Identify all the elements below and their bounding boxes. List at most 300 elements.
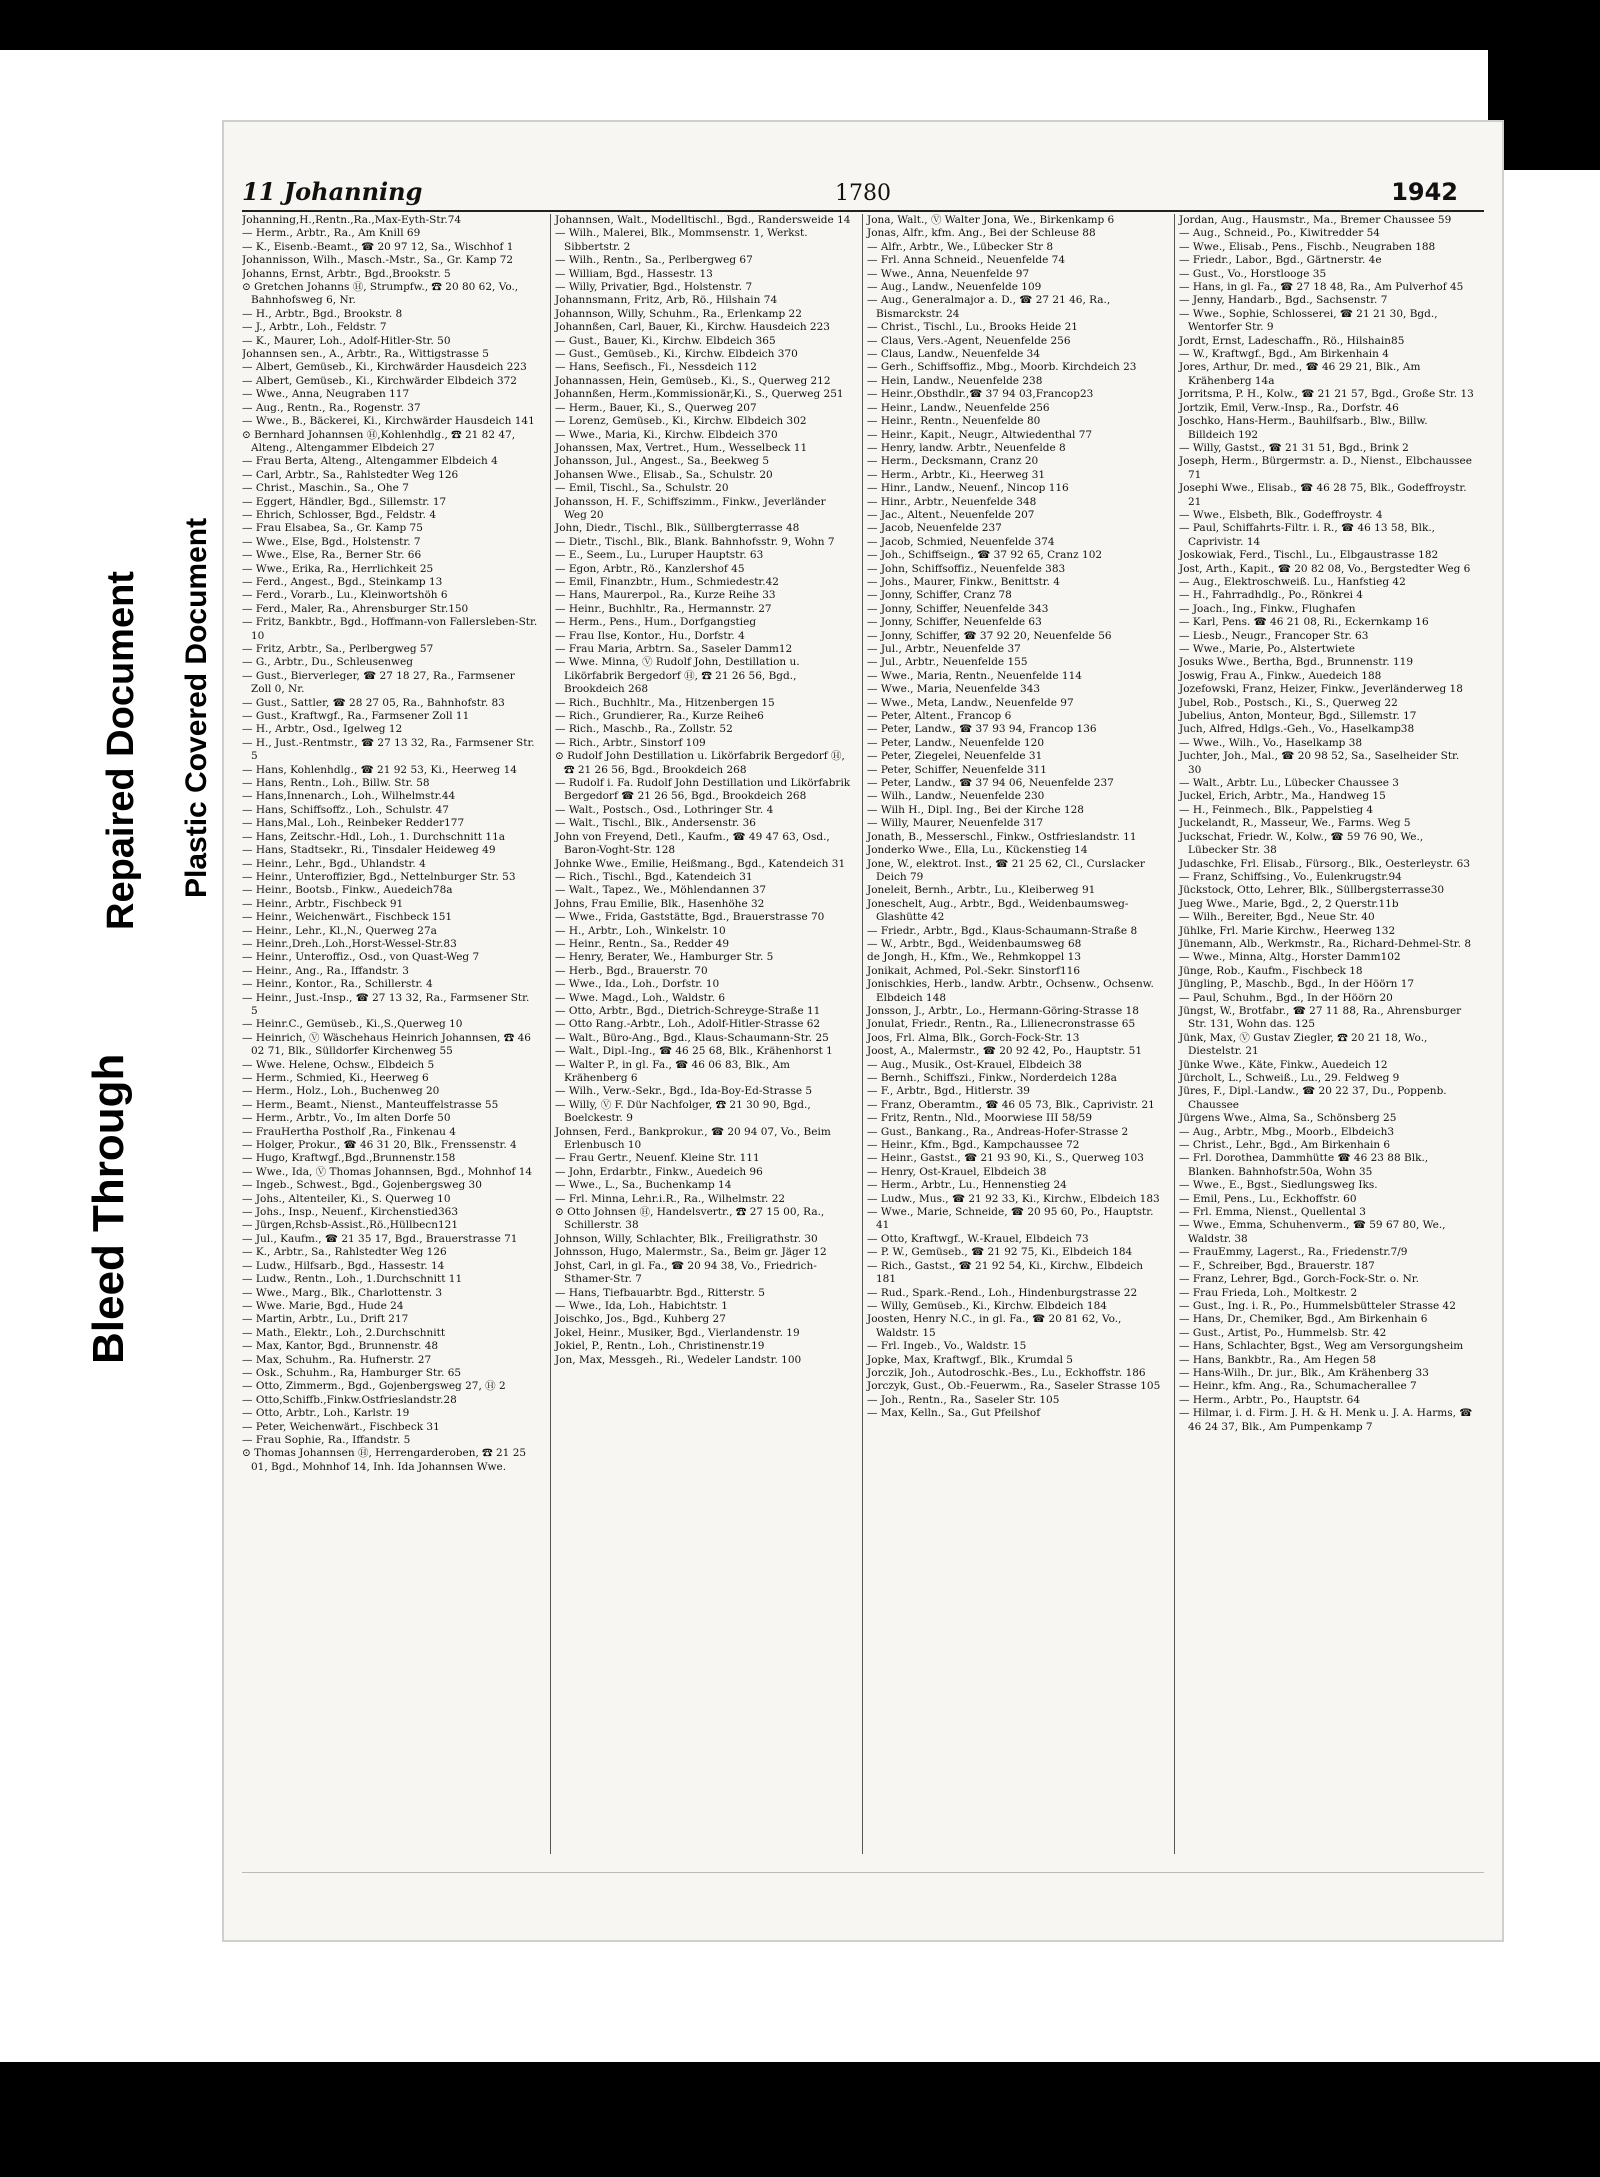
directory-entry: — Peter, Ziegelei, Neuenfelde 31 [867,750,1043,763]
directory-entry: — Hinr., Arbtr., Neuenfelde 348 [867,495,1037,508]
directory-entry: — Max, Schuhm., Ra. Hufnerstr. 27 [242,1353,432,1366]
directory-entry: — Hans, Maurerpol., Ra., Kurze Reihe 33 [555,589,776,602]
directory-entry: — Heinr., Arbtr., Fischbeck 91 [242,897,404,910]
directory-entry: — Herm., Arbtr., Vo., Im alten Dorfe 50 [242,1112,451,1125]
directory-entry: Jonischkies, Herb., landw. Arbtr., Ochsenw., Ochsenw. Elbdeich 148 [867,978,1154,1004]
directory-entry: — H., Arbtr., Loh., Winkelstr. 10 [555,924,726,937]
directory-entry: Jüres, F., Dipl.-Landw., ☎ 20 22 37, Du., Poppenb. Chaussee [1179,1085,1447,1111]
directory-entry: — Math., Elektr., Loh., 2.Durchschnitt [242,1326,446,1339]
directory-entry: — Hans, Rentn., Loh., Billw. Str. 58 [242,777,430,790]
directory-entry: — Peter, Schiffer, Neuenfelde 311 [867,763,1047,776]
directory-entry: — Eggert, Händler, Bgd., Sillemstr. 17 [242,495,447,508]
directory-entry: — Jürgen,Rchsb-Assist.,Rö.,Hüllbecn121 [242,1219,459,1232]
directory-entry: Jueg Wwe., Marie, Bgd., 2, 2 Querstr.11b [1179,897,1399,910]
directory-entry: — Heinr., Landw., Neuenfelde 256 [867,401,1050,414]
directory-entry: — Walt., Postsch., Osd., Lothringer Str. 4 [555,803,774,816]
directory-entry: — Herm., Decksmann, Cranz 20 [867,455,1039,468]
directory-entry: Joschko, Hans-Herm., Bauhilfsarb., Blw., Billw. Billdeich 192 [1179,415,1428,441]
directory-entry: — Wwe., Emma, Schuhenverm., ☎ 59 67 80, We., Waldstr. 38 [1179,1219,1446,1245]
directory-entry: Jünemann, Alb., Werkmstr., Ra., Richard-Dehmel-Str. 8 [1179,937,1471,950]
directory-entry: Johanns, Ernst, Arbtr., Bgd.,Brookstr. 5 [242,267,451,280]
directory-entry: — Wwe., Frida, Gaststätte, Bgd., Brauerstrasse 70 [555,911,825,924]
directory-entry: Johannsen sen., A., Arbtr., Ra., Wittigstrasse 5 [242,348,489,361]
directory-entry: — Wwe., Minna, Altg., Horster Damm102 [1179,951,1401,964]
directory-entry: — Peter, Altent., Francop 6 [867,710,1012,723]
directory-entry: Juckschat, Friedr. W., Kolw., ☎ 59 76 90, We., Lübecker Str. 38 [1179,830,1424,857]
directory-entry: — Christ., Maschin., Sa., Ohe 7 [242,482,409,495]
directory-entry: — Wwe., Marie, Po., Alstertwiete [1179,643,1355,655]
directory-entry: — Frl. Dorothea, Dammhütte ☎ 46 23 88 Blk., Blanken. Bahnhofstr.50a, Wohn 35 [1179,1152,1429,1178]
directory-entry: — Frl. Minna, Lehr.i.R., Ra., Wilhelmstr. 22 [555,1192,786,1205]
directory-entry: — Walt., Arbtr. Lu., Lübecker Chaussee 3 [1179,777,1399,790]
scan-border-right [1488,40,1600,170]
directory-entry: de Jongh, H., Kfm., We., Rehmkoppel 13 [867,951,1081,964]
directory-entry: — Jonny, Schiffer, Neuenfelde 63 [867,616,1042,629]
directory-entry: Jonulat, Friedr., Rentn., Ra., Lilienecronstrasse 65 [867,1018,1136,1031]
directory-entry: — K., Maurer, Loh., Adolf-Hitler-Str. 50 [242,334,451,347]
directory-entry: — H., Just.-Rentmstr., ☎ 27 13 32, Ra., Farmsener Str. 5 [242,736,535,763]
column-1 [242,214,538,1854]
directory-page [222,120,1504,1942]
directory-entry: — Heinr.C., Gemüseb., Ki.,S.,Querweg 10 [242,1018,463,1031]
directory-entry: — FrauEmmy, Lagerst., Ra., Friedenstr.7/9 [1179,1246,1408,1259]
directory-entry: — Johs., Maurer, Finkw., Benittstr. 4 [867,575,1060,588]
directory-entry: — Heinr., Rentn., Neuenfelde 80 [867,415,1041,428]
directory-entry: Johannson, Willy, Schuhm., Ra., Erlenkamp 22 [555,307,802,320]
directory-entry: Jünge, Rob., Kaufm., Fischbeck 18 [1179,964,1363,977]
directory-entry: — Wwe., Elsbeth, Blk., Godeffroystr. 4 [1179,508,1383,521]
directory-entry: — Herm., Holz., Loh., Buchenweg 20 [242,1085,440,1098]
directory-entry: — Gust., Sattler, ☎ 28 27 05, Ra., Bahnhofstr. 83 [242,696,505,709]
directory-entry: — Rudolf i. Fa. Rudolf John Destillation und Likörfabrik Bergedorf ☎ 21 26 56, Bgd., Brookdeich 268 [555,777,851,803]
directory-entry: Juckelandt, R., Masseur, We., Farms. Weg 5 [1179,817,1411,830]
directory-entry: — Peter, Landw., Neuenfelde 120 [867,736,1045,749]
directory-entry: ⊙ Bernhard Johannsen Ⓗ,Kohlenhdlg., ☎ 21 82 47, Alteng., Altengammer Elbdeich 27 [242,428,516,454]
directory-entry: — Wwe., Wilh., Vo., Haselkamp 38 [1179,736,1363,749]
directory-entry: — F., Schreiber, Bgd., Brauerstr. 187 [1179,1259,1375,1272]
directory-entry: — H., Arbtr., Bgd., Brookstr. 8 [242,307,403,320]
directory-entry: — Hans,Innenarch., Loh., Wilhelmstr.44 [242,790,456,803]
directory-entry: — Aug., Schneid., Po., Kiwitredder 54 [1179,227,1380,240]
directory-entry: — Heinr.,Obsthdlr.,☎ 37 94 03,Francop23 [867,388,1094,401]
directory-entry: — Hans-Wilh., Dr. jur., Blk., Am Krähenberg 33 [1179,1366,1429,1379]
directory-entry: Juckel, Erich, Arbtr., Ma., Handweg 15 [1179,790,1386,803]
directory-entry: — Wwe., Anna, Neuenfelde 97 [867,267,1030,280]
directory-entry: — Wwe., Marie, Schneide, ☎ 20 95 60, Po., Hauptstr. 41 [867,1206,1154,1232]
directory-entry: — Ehrich, Schlosser, Bgd., Feldstr. 4 [242,508,437,521]
directory-entry: — Heinr.,Dreh.,Loh.,Horst-Wessel-Str.83 [242,937,457,950]
directory-entry: — Frau Maria, Arbtrn. Sa., Saseler Damm12 [555,643,793,655]
directory-entry: — Hans, Seefisch., Fi., Nessdeich 112 [555,361,757,374]
directory-entry: — Wwe., Ida., Loh., Dorfstr. 10 [555,978,720,991]
directory-entry: — Albert, Gemüseb., Ki., Kirchwärder Elbdeich 372 [242,374,517,387]
directory-entry: Johannsmann, Fritz, Arb, Rö., Hilshain 74 [555,294,778,307]
directory-entry: Joos, Frl. Alma, Blk., Gorch-Fock-Str. 13 [867,1031,1080,1044]
directory-entry: — Emil, Pens., Lu., Eckhoffstr. 60 [1179,1192,1357,1205]
directory-entry: Joseph, Herm., Bürgermstr. a. D., Nienst., Elbchaussee 71 [1179,455,1472,481]
directory-entry: — Gust., Bierverleger, ☎ 27 18 27, Ra., Farmsener Zoll 0, Nr. [242,669,515,696]
directory-entry: — Frl. Anna Schneid., Neuenfelde 74 [867,254,1066,267]
directory-entry: — Wilh H., Dipl. Ing., Bei der Kirche 128 [867,803,1084,816]
directory-entry: — Otto Rang.-Arbtr., Loh., Adolf-Hitler-Strasse 62 [555,1018,821,1031]
directory-entry: — Heinr., Ang., Ra., Iffandstr. 3 [242,964,409,977]
directory-entry: — Willy, Privatier, Bgd., Holstenstr. 7 [555,281,753,294]
directory-entry: — Joh., Rentn., Ra., Saseler Str. 105 [867,1393,1060,1406]
directory-entry: — Ludw., Hilfsarb., Bgd., Hassestr. 14 [242,1259,445,1272]
directory-entry: Jünk, Max, Ⓥ Gustav Ziegler, ☎ 20 21 18, Wo., Diestelstr. 21 [1179,1031,1428,1058]
directory-entry: — Frau Sophie, Ra., Iffandstr. 5 [242,1433,411,1446]
directory-entry: — Hans, Stadtsekr., Ri., Tinsdaler Heideweg 49 [242,844,496,857]
directory-entry: — Jonny, Schiffer, Cranz 78 [867,589,1012,602]
directory-entry: — Frau Frieda, Loh., Moltkestr. 2 [1179,1286,1358,1299]
directory-entry: Johanning,H.,Rentn.,Ra.,Max-Eyth-Str.74 [242,214,462,226]
directory-entry: — Friedr., Labor., Bgd., Gärtnerstr. 4e [1179,254,1382,267]
directory-entry: — Frau Ilse, Kontor., Hu., Dorfstr. 4 [555,629,745,642]
directory-entry: Jordt, Ernst, Ladeschaffn., Rö., Hilshain85 [1179,334,1405,347]
directory-entry: Johannßen, Carl, Bauer, Ki., Kirchw. Hausdeich 223 [555,321,830,334]
directory-entry: — Wwe., Anna, Neugraben 117 [242,388,410,401]
directory-entry: — Herm., Arbtr., Ki., Heerweg 31 [867,468,1046,481]
directory-entry: — Emil, Tischl., Sa., Schulstr. 20 [555,482,729,495]
directory-entry: Johanssen, Max, Vertret., Hum., Wesselbeck 11 [555,441,808,454]
directory-entry: — K., Arbtr., Sa., Rahlstedter Weg 126 [242,1246,447,1259]
directory-entry: — Lorenz, Gemüseb., Ki., Kirchw. Elbdeich 302 [555,415,807,428]
column-3 [862,214,1163,1854]
directory-entry: — Christ., Lehr., Bgd., Am Birkenhain 6 [1179,1139,1391,1152]
directory-entry: Jürgens Wwe., Alma, Sa., Schönsberg 25 [1179,1112,1397,1125]
directory-entry: — Joh., Schiffseign., ☎ 37 92 65, Cranz 102 [867,549,1103,562]
directory-entry: — Hans, Schiffsoffz., Loh., Schulstr. 47 [242,803,449,816]
directory-entry: Johnsen, Ferd., Bankprokur., ☎ 20 94 07, Vo., Beim Erlenbusch 10 [555,1125,831,1152]
directory-entry: Jubelius, Anton, Monteur, Bgd., Sillemstr. 17 [1179,710,1417,723]
plastic-covered-label: Plastic Covered Document [180,517,213,898]
directory-entry: — Jacob, Neuenfelde 237 [867,522,1002,535]
directory-entry: — John, Erdarbtr., Finkw., Auedeich 96 [555,1165,763,1178]
directory-entry: ⊙ Gretchen Johanns Ⓗ, Strumpfw., ☎ 20 80 62, Vo., Bahnhofsweg 6, Nr. [242,281,519,307]
directory-entry: — Hans, Bankbtr., Ra., Am Hegen 58 [1179,1353,1377,1366]
directory-entry: Jonsson, J., Arbtr., Lo., Hermann-Göring-Strasse 18 [867,1004,1139,1017]
directory-entry: — Wilh., Landw., Neuenfelde 230 [867,790,1045,803]
directory-entry: — Walter P., in gl. Fa., ☎ 46 06 83, Blk., Am Krähenberg 6 [555,1058,790,1084]
directory-entry: — Willy, Gemüseb., Ki., Kirchw. Elbdeich 184 [867,1299,1107,1312]
page-header [242,174,1484,208]
directory-entry: — Heinr., Kontor., Ra., Schillerstr. 4 [242,978,433,991]
header-rule [242,210,1484,212]
directory-entry: — Wwe., B., Bäckerei, Ki., Kirchwärder Hausdeich 141 [242,415,535,428]
directory-entry: — Jac., Altent., Neuenfelde 207 [867,508,1035,521]
directory-entry: — Frau Gertr., Neuenf. Kleine Str. 111 [555,1152,760,1165]
directory-entry: — Osk., Schuhm., Ra, Hamburger Str. 65 [242,1366,462,1379]
directory-entry: Jordan, Aug., Hausmstr., Ma., Bremer Chaussee 59 [1179,214,1452,226]
directory-entry: — Hans, Schlachter, Bgst., Weg am Versorgungsheim [1179,1340,1464,1353]
directory-entry: — Aug., Generalmajor a. D., ☎ 27 21 46, Ra., Bismarckstr. 24 [867,294,1111,320]
directory-entry: — Rich., Arbtr., Sinstorf 109 [555,736,706,749]
directory-entry: — F., Arbtr., Bgd., Hitlerstr. 39 [867,1085,1030,1098]
directory-entry: — Heinr., Buchhltr., Ra., Hermannstr. 27 [555,602,772,615]
scan-border-bottom [0,2062,1600,2177]
directory-entry: Jorczik, Joh., Autodroschk.-Bes., Lu., Eckhoffstr. 186 [867,1366,1146,1379]
directory-entry: — Aug., Landw., Neuenfelde 109 [867,281,1042,294]
directory-entry: Johansen Wwe., Elisab., Sa., Schulstr. 20 [555,468,773,481]
directory-entry: — Wwe. Magd., Loh., Waldstr. 6 [555,991,726,1004]
directory-entry: — Albert, Gemüseb., Ki., Kirchwärder Hausdeich 223 [242,361,527,374]
directory-entry: — Liesb., Neugr., Francoper Str. 63 [1179,629,1369,642]
directory-entry: — Aug., Elektroschweiß. Lu., Hanfstieg 42 [1179,575,1406,588]
directory-entry: — Heinr., Lehr., Bgd., Uhlandstr. 4 [242,857,426,870]
directory-entry: — Aug., Musik., Ost-Krauel, Elbdeich 38 [867,1058,1082,1071]
directory-entry: — Wwe. Helene, Ochsw., Elbdeich 5 [242,1058,435,1071]
directory-entry: — Hans, Kohlenhdlg., ☎ 21 92 53, Ki., Heerweg 14 [242,763,517,776]
directory-entry: — Rich., Tischl., Bgd., Katendeich 31 [555,870,753,883]
directory-entry: — Johs., Altenteiler, Ki., S. Querweg 10 [242,1192,451,1205]
directory-entry: — Aug., Rentn., Ra., Rogenstr. 37 [242,401,421,414]
directory-entry: — Wwe., Erika, Ra., Herrlichkeit 25 [242,562,434,575]
directory-entry: — Wwe. Minna, Ⓥ Rudolf John, Destillation u. Likörfabrik Bergedorf Ⓗ, ☎ 21 26 56, Bgd., Brookdeich 268 [555,656,800,696]
directory-entry: — Heinr., Unteroffiz., Osd., von Quast-Weg 7 [242,951,480,964]
scan-border-top [0,0,1600,50]
directory-entry: — Emil, Finanzbtr., Hum., Schmiedestr.42 [555,575,779,588]
directory-entry: — Holger, Prokur., ☎ 46 31 20, Blk., Frenssenstr. 4 [242,1139,517,1152]
directory-entry: — Henry, landw. Arbtr., Neuenfelde 8 [867,441,1066,454]
directory-entry: — Claus, Vers.-Agent, Neuenfelde 256 [867,334,1071,347]
directory-entry: Johst, Carl, in gl. Fa., ☎ 20 94 38, Vo., Friedrich-Sthamer-Str. 7 [555,1259,817,1286]
directory-entry: — Herm., Pens., Hum., Dorfgangstieg [555,616,757,629]
directory-entry: Jores, Arthur, Dr. med., ☎ 46 29 21, Blk., Am Krähenberg 14a [1179,361,1421,387]
directory-entry: — Jul., Kaufm., ☎ 21 35 17, Bgd., Brauerstrasse 71 [242,1232,518,1245]
directory-entry: Jubel, Rob., Postsch., Ki., S., Querweg 22 [1179,696,1398,709]
directory-entry: — Frau Berta, Alteng., Altengammer Elbdeich 4 [242,455,498,468]
directory-entry: — Christ., Tischl., Lu., Brooks Heide 21 [867,321,1078,334]
directory-entry: — Herm., Schmied, Ki., Heerweg 6 [242,1072,429,1084]
directory-entry: — Jenny, Handarb., Bgd., Sachsenstr. 7 [1179,294,1388,307]
directory-entry: Jonderko Wwe., Ella, Lu., Kückenstieg 14 [867,844,1088,857]
directory-entry: — Hilmar, i. d. Firm. J. H. & H. Menk u. J. A. Harms, ☎ 46 24 37, Blk., Am Pumpenkamp 7 [1179,1407,1473,1433]
directory-entry: — Gust., Bauer, Ki., Kirchw. Elbdeich 365 [555,334,776,347]
directory-entry: Jückstock, Otto, Lehrer, Blk., Süllbergsterrasse30 [1179,884,1445,897]
directory-entry: — Gust., Vo., Horstlooge 35 [1179,267,1327,280]
directory-entry: Josuks Wwe., Bertha, Bgd., Brunnenstr. 119 [1179,656,1414,669]
directory-entry: — Otto,Schiffb.,Finkw.Ostfrieslandstr.28 [242,1393,457,1406]
directory-entry: Jorritsma, P. H., Kolw., ☎ 21 21 57, Bgd., Große Str. 13 [1179,388,1474,401]
directory-entry: — Alfr., Arbtr., We., Lübecker Str 8 [867,240,1054,253]
directory-entry: — Claus, Landw., Neuenfelde 34 [867,348,1041,361]
directory-entry: — Frl. Emma, Nienst., Quellental 3 [1179,1206,1366,1219]
directory-entry: — Wwe., L., Sa., Buchenkamp 14 [555,1179,732,1192]
directory-entry: — Frau Elsabea, Sa., Gr. Kamp 75 [242,522,423,535]
directory-entry: Jone, W., elektrot. Inst., ☎ 21 25 62, Cl., Curslacker Deich 79 [867,857,1145,883]
directory-entry: — Ludw., Mus., ☎ 21 92 33, Ki., Kirchw., Elbdeich 183 [867,1192,1160,1205]
directory-entry: — Ludw., Rentn., Loh., 1.Durchschnitt 11 [242,1273,463,1286]
directory-entry: Joskowiak, Ferd., Tischl., Lu., Elbgaustrasse 182 [1179,549,1439,562]
directory-entry: — Herm., Arbtr., Po., Hauptstr. 64 [1179,1393,1361,1406]
directory-entry: — FrauHertha Postholf ,Ra., Finkenau 4 [242,1125,456,1138]
directory-entry: — Ferd., Angest., Bgd., Steinkamp 13 [242,575,443,588]
directory-entry: — Aug., Arbtr., Mbg., Moorb., Elbdeich3 [1179,1125,1395,1138]
directory-entry: — Fritz, Arbtr., Sa., Perlbergweg 57 [242,643,434,655]
page-footer [242,1872,1484,1912]
directory-entry: Jozefowski, Franz, Heizer, Finkw., Jeverländerweg 18 [1179,683,1463,696]
directory-entry: — Willy, Ⓥ F. Dür Nachfolger, ☎ 21 30 90, Bgd., Boelckestr. 9 [555,1098,811,1125]
directory-entry: — Jonny, Schiffer, ☎ 37 92 20, Neuenfelde 56 [867,629,1112,642]
directory-entry: — Otto, Kraftwgf., W.-Krauel, Elbdeich 73 [867,1232,1089,1245]
directory-entry: — G., Arbtr., Du., Schleusenweg [242,656,413,669]
directory-entry: — Herm., Beamt., Nienst., Manteuffelstrasse 55 [242,1098,499,1111]
directory-entry: ⊙ Thomas Johannsen Ⓗ, Herrengarderoben, ☎ 21 25 01, Bgd., Mohnhof 14, Inh. Ida Johannsen Wwe. [242,1447,527,1473]
directory-entry: — Gust., Kraftwgf., Ra., Farmsener Zoll 11 [242,710,470,723]
directory-entry: — W., Kraftwgf., Bgd., Am Birkenhain 4 [1179,348,1389,361]
directory-entry: — Gust., Gemüseb., Ki., Kirchw. Elbdeich 370 [555,348,798,361]
directory-entry: — Heinr., kfm. Ang., Ra., Schumacherallee 7 [1179,1380,1417,1393]
directory-entry: Jonath, B., Messerschl., Finkw., Ostfrieslandstr. 11 [867,830,1137,843]
directory-entry: — Heinr., Rentn., Sa., Redder 49 [555,937,730,950]
directory-entry: Jüngling, P., Maschb., Bgd., In der Höörn 17 [1179,978,1415,991]
directory-entry: — Herm., Arbtr., Ra., Am Knill 69 [242,227,421,240]
directory-entry: Jonikait, Achmed, Pol.-Sekr. Sinstorf116 [867,964,1081,977]
directory-entry: — Wwe., Meta, Landw., Neuenfelde 97 [867,696,1074,709]
directory-entry: — Peter, Landw., ☎ 37 94 06, Neuenfelde 237 [867,777,1114,790]
directory-entry: ⊙ Otto Johnsen Ⓗ, Handelsvertr., ☎ 27 15 00, Ra., Schillerstr. 38 [555,1206,825,1232]
directory-entry: — Otto, Arbtr., Bgd., Dietrich-Schreyge-Straße 11 [555,1004,821,1017]
directory-entry: — Wwe., Sophie, Schlosserei, ☎ 21 21 30, Bgd., Wentorfer Str. 9 [1179,307,1438,334]
directory-entry: Jost, Arth., Kapit., ☎ 20 82 08, Vo., Bergstedter Weg 6 [1179,562,1471,575]
directory-entry: — Franz, Lehrer, Bgd., Gorch-Fock-Str. o. Nr. [1179,1273,1419,1286]
directory-entry: — Wwe., E., Bgst., Siedlungsweg Iks. [1179,1179,1378,1192]
directory-entry: — Jonny, Schiffer, Neuenfelde 343 [867,602,1049,615]
bleed-through-label: Bleed Through [84,1053,133,1364]
directory-entry: — Ferd., Vorarb., Lu., Kleinwortshöh 6 [242,589,448,602]
directory-entry: — Wwe., Ida, Ⓥ Thomas Johannsen, Bgd., Mohnhof 14 [242,1165,533,1178]
directory-entry: — H., Fahrradhdlg., Po., Rönkrei 4 [1179,589,1363,602]
directory-entry: Johnsson, Hugo, Malermstr., Sa., Beim gr. Jäger 12 [555,1246,827,1259]
directory-entry: — Hans, Zeitschr.-Hdl., Loh., 1. Durchschnitt 11a [242,830,506,843]
directory-entry: — P. W., Gemüseb., ☎ 21 92 75, Ki., Elbdeich 184 [867,1246,1133,1259]
directory-entry: Joneschelt, Aug., Arbtr., Bgd., Weidenbaumsweg-Glashütte 42 [867,897,1129,924]
directory-entry: — Hein, Landw., Neuenfelde 238 [867,374,1043,387]
directory-entry: — Wwe., Marg., Blk., Charlottenstr. 3 [242,1286,443,1299]
directory-entry: Johannisson, Wilh., Masch.-Mstr., Sa., Gr. Kamp 72 [242,254,514,267]
directory-entry: Jonas, Alfr., kfm. Ang., Bei der Schleuse 88 [867,227,1096,240]
directory-entry: Jokiel, P., Rentn., Loh., Christinenstr.19 [555,1340,765,1353]
directory-entry: — Wwe., Maria, Rentn., Neuenfelde 114 [867,669,1082,682]
directory-entry: — Martin, Arbtr., Lu., Drift 217 [242,1313,409,1326]
directory-entry: — Wilh., Malerei, Blk., Mommsenstr. 1, Werkst. Sibbertstr. 2 [555,227,808,253]
directory-entry: — Wwe., Maria, Ki., Kirchw. Elbdeich 370 [555,428,778,441]
year-label: 1942 [1391,178,1458,206]
directory-entry: — Rich., Buchhltr., Ma., Hitzenbergen 15 [555,696,775,709]
directory-entry: — Wilh., Rentn., Sa., Perlbergweg 67 [555,254,753,267]
directory-entry: Judaschke, Frl. Elisab., Fürsorg., Blk., Oesterleystr. 63 [1179,857,1470,870]
directory-entry: Johannassen, Hein, Gemüseb., Ki., S., Querweg 212 [555,374,831,387]
directory-entry: Joischko, Jos., Bgd., Kuhberg 27 [555,1313,726,1326]
directory-entry: — Herm., Arbtr., Lu., Hennenstieg 24 [867,1179,1067,1192]
directory-entry: — E., Seem., Lu., Luruper Hauptstr. 63 [555,549,764,562]
directory-entry: Joswig, Frau A., Finkw., Auedeich 188 [1179,669,1382,682]
directory-entry: — Johs., Insp., Neuenf., Kirchenstied363 [242,1206,459,1219]
directory-entry: — Hans, Tiefbauarbtr. Bgd., Ritterstr. 5 [555,1286,765,1299]
directory-entry: — Wwe., Maria, Neuenfelde 343 [867,683,1041,696]
directory-entry: Johannsen, Walt., Modelltischl., Bgd., Randersweide 14 [555,214,851,226]
footer-rule [242,1872,1484,1873]
directory-entry: Joneleit, Bernh., Arbtr., Lu., Kleiberweg 91 [867,884,1096,897]
directory-entry: — Gerh., Schiffsoffiz., Mbg., Moorb. Kirchdeich 23 [867,361,1137,374]
directory-entry: — Hinr., Landw., Neuenf., Nincop 116 [867,482,1069,495]
directory-entry: — Franz, Schiffsing., Vo., Eulenkrugstr.94 [1179,870,1402,883]
directory-entry: — Heinrich, Ⓥ Wäschehaus Heinrich Johannsen, ☎ 46 02 71, Blk., Sülldorfer Kirchenweg 55 [242,1031,531,1058]
directory-entry: — J., Arbtr., Loh., Feldstr. 7 [242,321,387,334]
directory-entry: — Peter, Weichenwärt., Fischbeck 31 [242,1420,440,1433]
directory-entry: — Wwe., Elisab., Pens., Fischb., Neugraben 188 [1179,240,1436,253]
directory-entry: — H., Arbtr., Osd., Igelweg 12 [242,723,403,736]
directory-entry: — Walt., Tapez., We., Möhlendannen 37 [555,884,767,897]
directory-entry: Johansson, Jul., Angest., Sa., Beekweg 5 [555,455,770,468]
directory-entry: — Paul, Schuhm., Bgd., In der Höörn 20 [1179,991,1393,1004]
directory-entry: — Rich., Grundierer, Ra., Kurze Reihe6 [555,710,764,723]
directory-entry: — Max, Kelln., Sa., Gut Pfeilshof [867,1407,1041,1420]
directory-entry: — Rich., Maschb., Ra., Zollstr. 52 [555,723,733,736]
directory-entry: — Carl, Arbtr., Sa., Rahlstedter Weg 126 [242,468,459,481]
directory-entry: — Jul., Arbtr., Neuenfelde 37 [867,643,1021,655]
directory-entry: ⊙ Rudolf John Destillation u. Likörfabrik Bergedorf Ⓗ, ☎ 21 26 56, Bgd., Brookdeich 268 [555,750,845,776]
directory-entry: — Jacob, Schmied, Neuenfelde 374 [867,535,1055,548]
directory-entry: Johnke Wwe., Emilie, Heißmang., Bgd., Katendeich 31 [555,857,846,870]
directory-entry: — Dietr., Tischl., Blk., Blank. Bahnhofsstr. 9, Wohn 7 [555,535,835,548]
directory-entry: — Franz, Oberamtm., ☎ 46 05 73, Blk., Caprivistr. 21 [867,1098,1155,1111]
directory-entry: — Hugo, Kraftwgf.,Bgd.,Brunnenstr.158 [242,1152,456,1165]
column-2 [550,214,851,1854]
directory-entry: — Wwe. Marie, Bgd., Hude 24 [242,1299,404,1312]
directory-entry: — Hans, in gl. Fa., ☎ 27 18 48, Ra., Am Pulverhof 45 [1179,281,1464,294]
directory-entry: — Joach., Ing., Finkw., Flughafen [1179,602,1356,615]
directory-entry: — W., Arbtr., Bgd., Weidenbaumsweg 68 [867,937,1082,950]
directory-entry: — Fritz, Rentn., Nld., Moorwiese III 58/59 [867,1112,1093,1125]
directory-entry: — Herm., Bauer, Ki., S., Querweg 207 [555,401,757,414]
directory-entry: — Walt., Dipl.-Ing., ☎ 46 25 68, Blk., Krähenhorst 1 [555,1045,833,1058]
directory-entry: — Gust., Artist, Po., Hummelsb. Str. 42 [1179,1326,1387,1339]
directory-entry: — Willy, Gastst., ☎ 21 31 51, Bgd., Brink 2 [1179,441,1409,454]
directory-entry: — Otto, Zimmerm., Bgd., Gojenbergsweg 27, Ⓗ 2 [242,1380,506,1393]
directory-entry: Joosten, Henry N.C., in gl. Fa., ☎ 20 81 62, Vo., Waldstr. 15 [867,1313,1122,1339]
running-head: 11 Johanning [242,177,423,206]
directory-entry: — Heinr., Gastst., ☎ 21 93 90, Ki., S., Querweg 103 [867,1152,1144,1165]
directory-entry: — Gust., Bankang., Ra., Andreas-Hofer-Strasse 2 [867,1125,1129,1138]
directory-entry: — Friedr., Arbtr., Bgd., Klaus-Schaumann-Straße 8 [867,924,1138,937]
directory-entry: — Wwe., Else, Bgd., Holstenstr. 7 [242,535,421,548]
directory-entry: — Peter, Landw., ☎ 37 93 94, Francop 136 [867,723,1097,736]
directory-entry: — Ingeb., Schwest., Bgd., Gojenbergsweg 30 [242,1179,482,1192]
directory-entry: — Karl, Pens. ☎ 46 21 08, Ri., Eckernkamp 16 [1179,616,1429,629]
directory-entry: Johnson, Willy, Schlachter, Blk., Freiligrathstr. 30 [555,1232,818,1245]
directory-entry: — Rud., Spark.-Rend., Loh., Hindenburgstrasse 22 [867,1286,1138,1299]
directory-entry: Jühlke, Frl. Marie Kirchw., Heerweg 132 [1179,924,1396,937]
directory-entry: — Walt., Tischl., Blk., Andersenstr. 36 [555,817,756,830]
directory-entry: — Heinr., Bootsb., Finkw., Auedeich78a [242,884,453,897]
directory-entry: — Hans,Mal., Loh., Reinbeker Redder177 [242,817,465,830]
directory-entry: Jona, Walt., Ⓥ Walter Jona, We., Birkenkamp 6 [867,214,1115,226]
directory-entry: — Henry, Ost-Krauel, Elbdeich 38 [867,1165,1047,1178]
directory-entry: Johns, Frau Emilie, Blk., Hasenhöhe 32 [555,897,765,910]
directory-entry: Josephi Wwe., Elisab., ☎ 46 28 75, Blk., Godeffroystr. 21 [1179,482,1467,508]
column-4 [1174,214,1475,1854]
directory-entry: — Gust., Ing. i. R., Po., Hummelsbütteler Strasse 42 [1179,1299,1456,1312]
directory-entry: — Herb., Bgd., Brauerstr. 70 [555,964,708,977]
directory-entry: — Heinr., Lehr., Kl.,N., Querweg 27a [242,924,437,937]
directory-entry: — Rich., Gastst., ☎ 21 92 54, Ki., Kirchw., Elbdeich 181 [867,1259,1143,1286]
directory-entry: — Walt., Büro-Ang., Bgd., Klaus-Schaumann-Str. 25 [555,1031,829,1044]
repaired-document-label: Repaired Document [100,571,142,930]
directory-entry: Jürcholt, L., Schweiß., Lu., 29. Feldweg 9 [1179,1072,1400,1084]
directory-entry: John von Freyend, Detl., Kaufm., ☎ 49 47 63, Osd., Baron-Voght-Str. 128 [555,830,830,857]
directory-entry: — Paul, Schiffahrts-Filtr. i. R., ☎ 46 13 58, Blk., Caprivistr. 14 [1179,522,1436,548]
